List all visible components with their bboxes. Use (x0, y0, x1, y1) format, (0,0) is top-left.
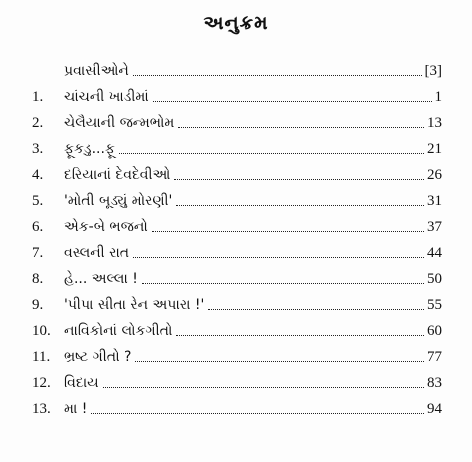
toc-entry-page-number: 31 (427, 193, 442, 209)
toc-entry (64, 62, 442, 80)
toc-entry-page-number: 21 (427, 141, 442, 157)
toc-entry-page-number: 50 (427, 271, 442, 287)
toc-entry-title: એક-બે ભજનો (64, 219, 148, 235)
toc-entry-number: 10. (32, 323, 51, 339)
dot-leader (133, 257, 424, 258)
toc-entry-title: નાવિકોનાં લોકગીતો (64, 323, 173, 339)
toc-entry-title: પ્રવાસીઓને (64, 63, 129, 79)
toc-entry-number: 12. (32, 375, 51, 391)
toc-row (0, 212, 472, 236)
toc-row (0, 160, 472, 184)
toc-entry-title: ભ્રષ્ટ ગીતો ? (64, 349, 132, 365)
toc-entry-page-number: 55 (427, 297, 442, 313)
toc-entry-number: 1. (32, 89, 44, 105)
toc-entry (64, 348, 442, 366)
toc-entry-title: ચાંચની ખાડીમાં (64, 89, 149, 105)
toc-entry (64, 192, 442, 210)
toc-entry-number: 6. (32, 219, 44, 235)
toc-entry-page-number: 94 (427, 401, 442, 417)
toc-entry-number: 8. (32, 271, 44, 287)
toc-entry-number: 4. (32, 167, 44, 183)
toc-entry-number: 7. (32, 245, 44, 261)
toc-row (0, 186, 472, 210)
toc-entry (64, 244, 442, 262)
toc-entry (64, 270, 442, 288)
toc-entry-number: 5. (32, 193, 44, 209)
toc-entry (64, 322, 442, 340)
toc-entry (64, 88, 442, 106)
toc-entry (64, 166, 442, 184)
dot-leader (103, 387, 424, 388)
toc-entry-title: હે... અલ્લા ! (64, 271, 138, 287)
dot-leader (119, 153, 424, 154)
toc-entry-number: 2. (32, 115, 44, 131)
dot-leader (178, 127, 424, 128)
toc-row (0, 238, 472, 262)
toc-entry-page-number: 13 (427, 115, 442, 131)
toc-entry-number: 9. (32, 297, 44, 313)
toc-row (0, 134, 472, 158)
dot-leader (135, 361, 424, 362)
dot-leader (142, 283, 424, 284)
toc-row (0, 394, 472, 418)
toc-entry-title: મા ! (64, 401, 88, 417)
toc-entry-title: દરિયાનાં દેવદેવીઓ (64, 167, 171, 183)
toc-entry (64, 374, 442, 392)
toc-entry (64, 400, 442, 418)
toc-entry-page-number: 60 (427, 323, 442, 339)
dot-leader (176, 335, 424, 336)
dot-leader (152, 231, 424, 232)
toc-entry-page-number: [3] (424, 63, 442, 79)
toc-entry-title: વિદાય (64, 375, 99, 391)
toc-entry (64, 218, 442, 236)
toc-entry-title: 'મોતી બૂડ્યું મોરણી' (64, 193, 173, 209)
toc-entry-page-number: 44 (427, 245, 442, 261)
toc-entry-number: 11. (32, 349, 51, 365)
toc-entry-title: 'પીપા સીતા રેન અપારા !' (64, 297, 205, 313)
toc-entry-page-number: 83 (427, 375, 442, 391)
toc-entry-number: 13. (32, 401, 51, 417)
dot-leader (208, 309, 424, 310)
dot-leader (176, 205, 424, 206)
toc-entry (64, 296, 442, 314)
toc-entry-page-number: 1 (434, 89, 442, 105)
toc-entry-page-number: 37 (427, 219, 442, 235)
toc-entry-title: ફૂકડુ...ફૂ (64, 141, 115, 157)
page-title: અનુક્રમ (203, 12, 269, 34)
toc-row (0, 368, 472, 392)
toc-row (0, 342, 472, 366)
toc-entry-number: 3. (32, 141, 44, 157)
toc-row (0, 108, 472, 132)
toc-row (0, 264, 472, 288)
toc-entry (64, 140, 442, 158)
toc-row (0, 290, 472, 314)
toc-row (0, 316, 472, 340)
toc-entry-page-number: 77 (427, 349, 442, 365)
toc-entry-title: વસ્લની રાત (64, 245, 130, 261)
toc-entry-page-number: 26 (427, 167, 442, 183)
dot-leader (133, 75, 422, 76)
dot-leader (174, 179, 424, 180)
toc-row (0, 56, 472, 80)
toc-entry-title: ચેલૈયાની જન્મભોમ (64, 115, 175, 131)
dot-leader (153, 101, 432, 102)
toc-row (0, 82, 472, 106)
dot-leader (91, 413, 424, 414)
toc-entry (64, 114, 442, 132)
